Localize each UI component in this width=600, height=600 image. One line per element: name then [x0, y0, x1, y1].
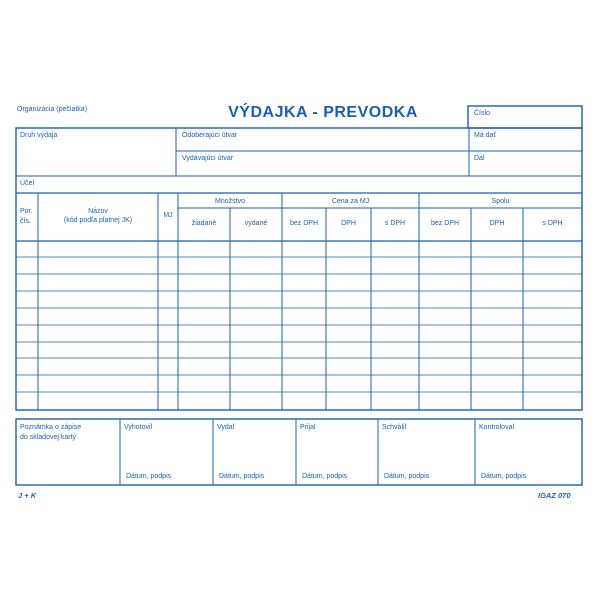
approved-date-signature-label: Dátum, podpis — [384, 473, 430, 480]
credit-label: Dal — [474, 155, 485, 162]
col-total-vat-label: DPH — [489, 220, 505, 227]
number-label: Číslo — [474, 110, 490, 117]
col-number-label: čís. — [20, 218, 31, 225]
col-price-excl-vat-label: bez DPH — [289, 220, 318, 227]
receiving-unit-label: Odoberajúci útvar — [182, 132, 238, 139]
issued-by-label: Vydal — [217, 424, 235, 431]
received-by-label: Prijal — [300, 424, 316, 431]
col-total-incl-vat-label: s DPH — [542, 220, 563, 227]
note-label-line2: do skladovej karty — [20, 434, 77, 441]
form-code: IGAZ 070 — [538, 491, 571, 500]
col-requested-label: žiadané — [191, 220, 217, 227]
col-name-label: Názov — [88, 208, 108, 215]
approved-by-label: Schválil — [382, 424, 407, 431]
debit-label: Má dať — [474, 132, 497, 139]
col-name-sub-label: (kód podľa platnej JK) — [63, 217, 133, 224]
issue-type-label: Druh výdaja — [20, 132, 58, 139]
prepared-by-label: Vyhotovil — [124, 424, 153, 431]
purpose-label: Účel — [20, 180, 35, 187]
col-order-label: Por. — [20, 208, 33, 215]
prepared-date-signature-label: Dátum, podpis — [126, 473, 172, 480]
col-total-excl-vat-label: bez DPH — [430, 220, 459, 227]
checked-by-label: Kontroloval — [479, 424, 515, 431]
publisher-mark: J + K — [18, 491, 37, 500]
col-unit-label: MJ — [163, 212, 173, 219]
col-unit-price-label: Cena za MJ — [331, 198, 370, 205]
col-total-label: Spolu — [491, 198, 510, 205]
col-price-vat-label: DPH — [341, 220, 356, 227]
issued-date-signature-label: Dátum, podpis — [219, 473, 265, 480]
col-price-incl-vat-label: s DPH — [384, 220, 406, 227]
organization-label: Organizácia (pečiatka) — [17, 106, 88, 113]
col-issued-label: vydané — [244, 220, 268, 227]
checked-date-signature-label: Dátum, podpis — [481, 473, 527, 480]
issuing-unit-label: Vydávajúci útvar — [182, 155, 234, 162]
form-title: VÝDAJKA - PREVODKA — [228, 104, 418, 121]
note-label-line1: Poznámka o zápise — [20, 424, 82, 431]
received-date-signature-label: Dátum, podpis — [302, 473, 348, 480]
col-quantity-label: Množstvo — [215, 198, 245, 205]
